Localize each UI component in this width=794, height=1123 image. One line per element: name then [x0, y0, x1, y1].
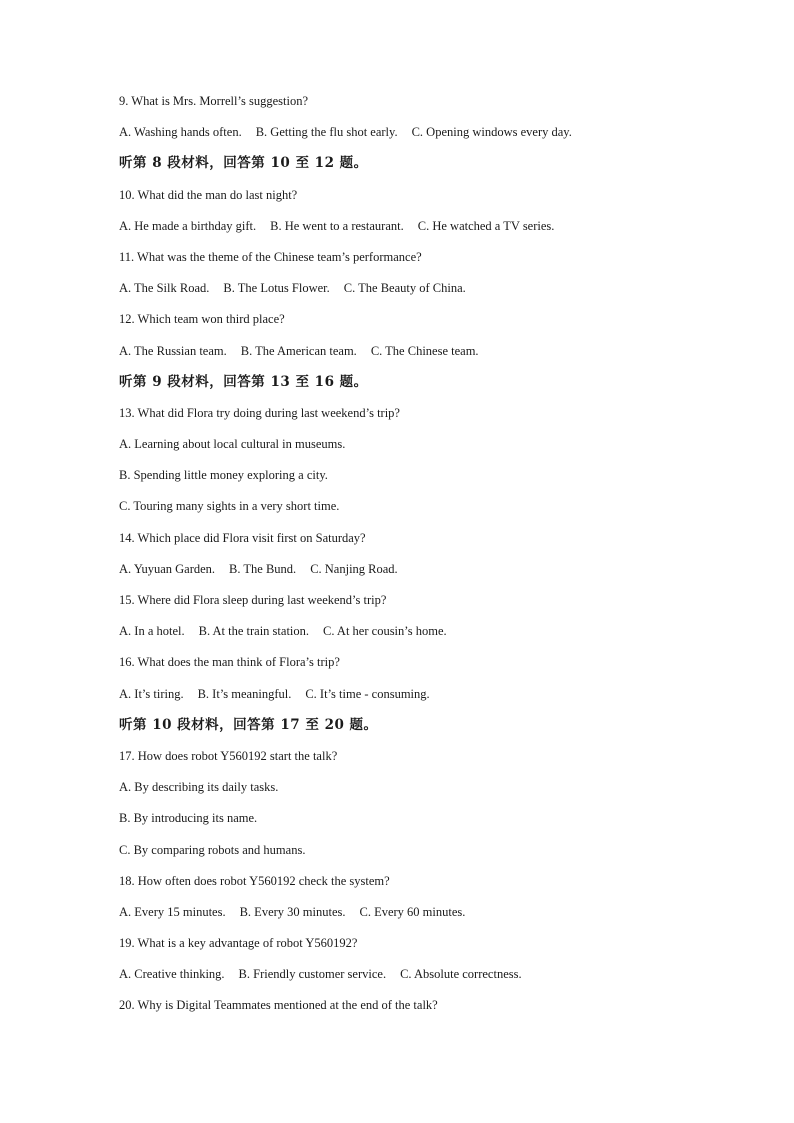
answer-option: B. The Bund.	[229, 561, 297, 576]
answer-options	[119, 558, 679, 589]
question-line: A. By describing its daily tasks.	[119, 780, 279, 795]
question-line: 16. What does the man think of Flora’s trip?	[119, 655, 340, 670]
answer-option: B. At the train station.	[198, 624, 310, 639]
question-line: 14. Which place did Flora visit first on Saturday?	[119, 530, 366, 545]
question-line: 20. Why is Digital Teammates mentioned at the end of the talk?	[119, 998, 438, 1013]
question-line: 13. What did Flora try doing during last weekend’s trip?	[119, 405, 400, 420]
answer-option: C. Opening windows every day.	[411, 125, 572, 140]
section-heading: 听第 8 段材料，回答第 10 至 12 题。	[119, 155, 368, 172]
question-line: 15. Where did Flora sleep during last weekend’s trip?	[119, 593, 387, 607]
answer-option: A. Yuyuan Garden.	[119, 561, 216, 576]
answer-option: B. Friendly customer service.	[238, 967, 387, 982]
answer-option: A. The Silk Road.	[119, 281, 210, 296]
answer-options	[119, 121, 679, 152]
section-heading: 听第 10 段材料，回答第 17 至 20 题。	[119, 716, 378, 733]
answer-option: B. The American team.	[240, 343, 357, 358]
answer-options	[119, 340, 679, 371]
answer-option: A. Every 15 minutes.	[119, 904, 226, 919]
answer-option: C. The Beauty of China.	[343, 281, 466, 296]
answer-option: B. He went to a restaurant.	[270, 218, 404, 233]
answer-option: C. It’s time - consuming.	[305, 686, 430, 701]
question-line: C. By comparing robots and humans.	[119, 842, 306, 857]
question-line: 9. What is Mrs. Morrell’s suggestion?	[119, 94, 308, 108]
question-line: C. Touring many sights in a very short time.	[119, 499, 340, 514]
answer-option: B. Getting the flu shot early.	[255, 125, 398, 140]
answer-option: C. Absolute correctness.	[400, 967, 522, 982]
question-line: B. By introducing its name.	[119, 811, 258, 826]
answer-option: B. It’s meaningful.	[197, 686, 292, 701]
question-line: 11. What was the theme of the Chinese team’s performance?	[119, 249, 422, 264]
answer-option: A. He made a birthday gift.	[119, 218, 257, 233]
answer-options	[119, 683, 679, 714]
question-line: 17. How does robot Y560192 start the talk?	[119, 748, 338, 763]
answer-option: A. Creative thinking.	[119, 967, 225, 982]
answer-option: C. At her cousin’s home.	[323, 624, 447, 639]
answer-option: C. The Chinese team.	[370, 343, 479, 358]
answer-options	[119, 215, 679, 246]
question-line: A. Learning about local cultural in museums.	[119, 437, 346, 452]
answer-options	[119, 277, 679, 308]
answer-option: A. Washing hands often.	[119, 125, 242, 140]
answer-option: A. In a hotel.	[119, 624, 185, 639]
question-line: 18. How often does robot Y560192 check the system?	[119, 873, 390, 888]
question-line: 19. What is a key advantage of robot Y560192?	[119, 936, 358, 951]
answer-option: C. Every 60 minutes.	[359, 904, 466, 919]
answer-option: C. He watched a TV series.	[417, 218, 555, 233]
answer-option: A. It’s tiring.	[119, 686, 184, 701]
question-line: 10. What did the man do last night?	[119, 187, 298, 202]
exam-page	[119, 90, 679, 1026]
answer-option: A. The Russian team.	[119, 343, 227, 358]
answer-options	[119, 901, 679, 932]
answer-option: C. Nanjing Road.	[310, 561, 398, 576]
answer-options	[119, 620, 679, 651]
section-heading: 听第 9 段材料，回答第 13 至 16 题。	[119, 373, 368, 390]
answer-option: B. Every 30 minutes.	[239, 904, 346, 919]
question-line: 12. Which team won third place?	[119, 312, 285, 327]
question-line: B. Spending little money exploring a city.	[119, 468, 328, 483]
answer-options	[119, 963, 679, 994]
answer-option: B. The Lotus Flower.	[223, 281, 330, 296]
